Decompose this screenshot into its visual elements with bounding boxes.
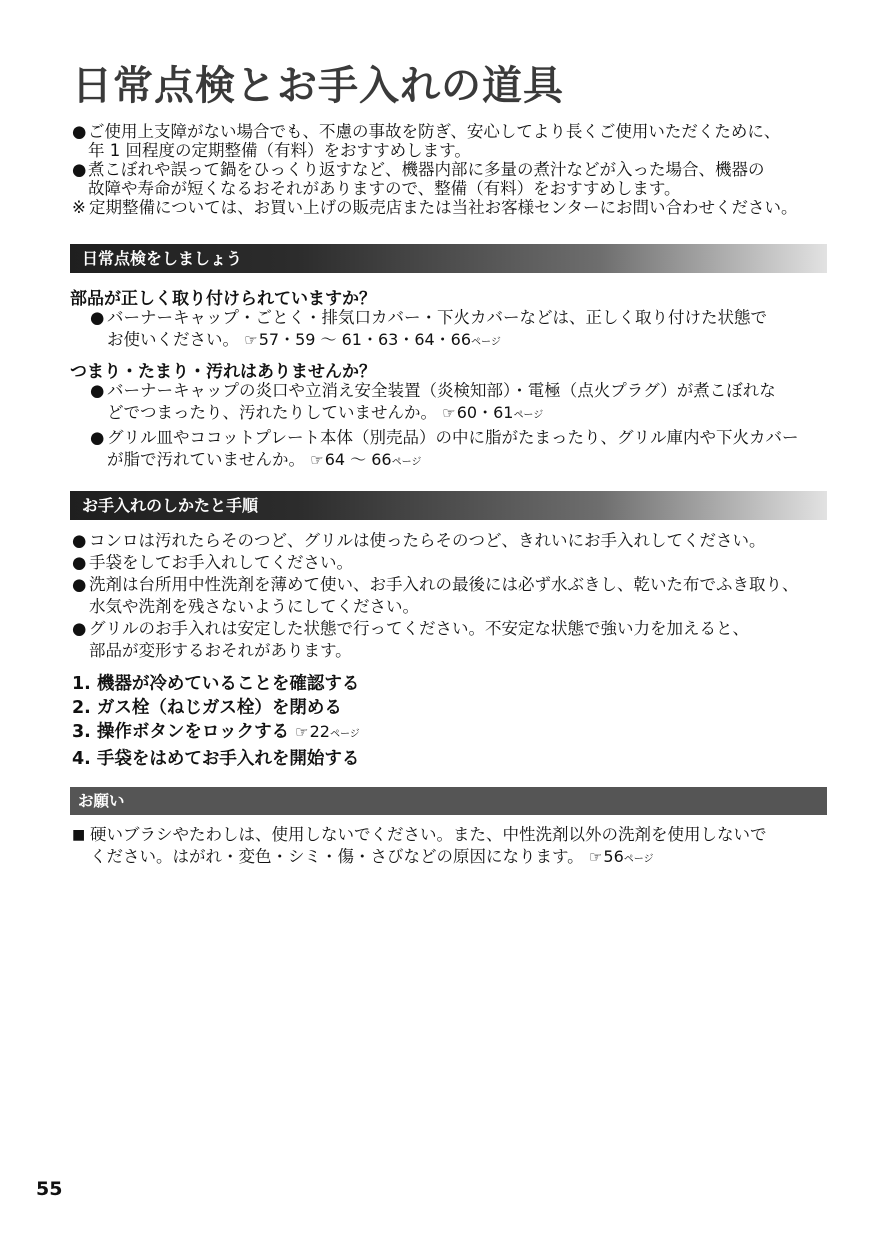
item-line-text: が脂で汚れていませんか。 [107,450,305,469]
page-number: 55 [36,1178,63,1200]
item-line: 洗剤は台所用中性洗剤を薄めて使い、お手入れの最後には必ず水ぶきし、乾いた布でふき取り、 [89,575,799,594]
page-reference [310,450,421,469]
procedure-step: 4. 手袋をはめてお手入れを開始する [72,749,360,769]
page-reference [244,330,501,349]
page-unit: ページ [391,457,422,468]
note-line: 定期整備については、お買い上げの販売店または当社お客様センターにお問い合わせください。 [89,198,798,217]
square-marker: ■ [72,827,86,843]
request-notes [72,824,832,871]
pointing-hand-icon: ☞ [442,404,456,422]
item-line [90,846,832,871]
item-line: グリル皿やココットプレート本体（別売品）の中に脂がたまったり、グリル庫内や下火カバー [107,428,799,447]
intro-notes [72,122,832,217]
reference-pages: 22 [309,722,330,741]
bullet-marker: ● [72,575,87,594]
procedure-steps [72,672,360,771]
bullet-marker: ● [90,308,105,327]
care-note [72,552,832,574]
care-note [72,618,832,662]
bullet-marker: ● [90,428,105,447]
note-line: 煮こぼれや誤って鍋をひっくり返すなど、機器内部に多量の煮汁などが入った場合、機器の [88,160,765,179]
bullet-marker: ● [72,531,87,550]
procedure-step-text: 3. 操作ボタンをロックする [72,722,290,742]
page-unit: ページ [513,410,544,421]
intro-note [72,160,832,198]
item-line [107,329,830,354]
page-unit: ページ [329,729,360,740]
question-items [90,380,830,474]
item-line: バーナーキャップ・ごとく・排気口カバー・下火カバーなどは、正しく取り付けた状態で [107,308,767,327]
pointing-hand-icon: ☞ [295,723,309,741]
check-item [90,427,830,474]
pointing-hand-icon: ☞ [244,331,258,349]
question-heading: つまり・たまり・汚れはありませんか？ [70,362,376,382]
bullet-marker: ● [72,619,87,638]
bullet-marker: ● [90,381,105,400]
intro-note [72,198,832,217]
section-heading-daily-check: 日常点検をしましょう [70,244,827,273]
note-line: 年 1 回程度の定期整備（有料）をおすすめします。 [88,141,471,160]
item-line: コンロは汚れたらそのつど、グリルは使ったらそのつど、きれいにお手入れしてください。 [89,531,766,550]
check-item [90,307,830,354]
request-note [72,824,832,871]
item-line-text: ください。はがれ・変色・シミ・傷・さびなどの原因になります。 [90,847,584,866]
procedure-step [72,720,360,747]
item-line-text: どでつまったり、汚れたりしていませんか。 [107,403,437,422]
reference-pages: 56 [603,847,624,866]
bullet-marker: ● [72,122,87,141]
question-heading: 部品が正しく取り付けられていますか？ [70,289,376,309]
bullet-marker: ● [72,553,87,572]
page-unit: ページ [623,854,654,865]
page-reference [295,722,360,741]
item-line [107,402,830,427]
item-line: 硬いブラシやたわしは、使用しないでください。また、中性洗剤以外の洗剤を使用しないで [90,825,767,844]
procedure-step: 1. 機器が冷めていることを確認する [72,674,360,694]
note-line: 故障や寿命が短くなるおそれがありますので、整備（有料）をおすすめします。 [88,179,681,198]
page-reference [589,847,654,866]
item-line: 部品が変形するおそれがあります。 [89,641,352,660]
page-reference [442,403,543,422]
item-line: バーナーキャップの炎口や立消え安全装置（炎検知部）・電極（点火プラグ）が煮こぼれな [107,381,776,400]
section-heading-request: お願い [70,787,827,815]
intro-note [72,122,832,160]
bullet-marker: ● [72,160,87,179]
item-line: 水気や洗剤を残さないようにしてください。 [89,597,419,616]
pointing-hand-icon: ☞ [588,848,603,866]
check-item [90,380,830,427]
item-line: グリルのお手入れは安定した状態で行ってください。不安定な状態で強い力を加えると、 [89,619,749,638]
item-line [107,449,830,474]
reference-pages: 60・61 [456,403,514,422]
question-items [90,307,830,354]
procedure-step: 2. ガス栓（ねじガス栓）を閉める [72,698,342,718]
page-title: 日常点検とお手入れの道具 [72,63,564,109]
item-line: 手袋をしてお手入れしてください。 [89,553,353,572]
section-heading-care-procedure: お手入れのしかたと手順 [70,491,827,520]
care-note [72,530,832,552]
reference-pages: 57・59 ～ 61・63・64・66 [258,330,472,349]
item-line-text: お使いください。 [107,330,239,349]
note-line: ご使用上支障がない場合でも、不慮の事故を防ぎ、安心してより長くご使用いただくために、 [88,122,781,141]
note-marker: ※ [72,198,86,217]
reference-pages: 64 ～ 66 [324,450,392,469]
page-unit: ページ [471,337,501,348]
care-note [72,574,832,618]
pointing-hand-icon: ☞ [310,451,324,469]
care-notes [72,530,832,662]
